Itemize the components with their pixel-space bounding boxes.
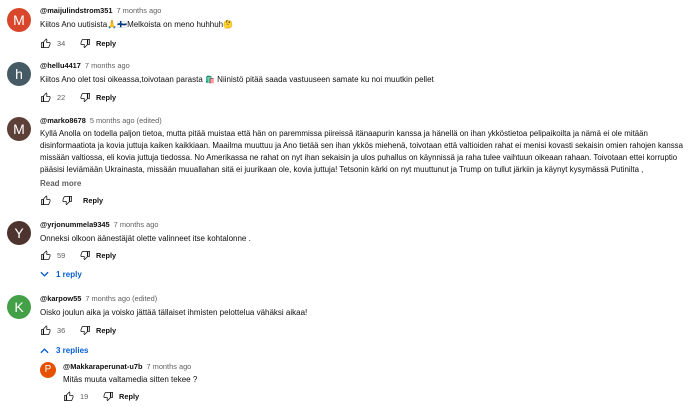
comment-author[interactable]: @yrjonummela9345 [40, 220, 110, 229]
thumb-down-icon[interactable] [80, 250, 91, 261]
reply-button[interactable]: Reply [96, 251, 117, 260]
comment-time[interactable]: 7 months ago [84, 61, 130, 70]
comment-author[interactable]: @hellu4417 [40, 61, 81, 70]
avatar[interactable]: h [7, 62, 31, 86]
reply-button[interactable]: Reply [96, 39, 117, 48]
chevron-up-icon [40, 347, 49, 354]
thumb-up-icon[interactable] [40, 38, 51, 49]
thumb-up-icon[interactable] [40, 250, 51, 261]
comment-actions [40, 249, 160, 263]
comment-time[interactable]: 7 months ago [113, 220, 159, 229]
thumb-up-icon[interactable] [40, 92, 51, 103]
chevron-down-icon [40, 271, 49, 278]
reply-button[interactable]: Reply [119, 392, 140, 401]
comment-actions [40, 91, 160, 105]
thumb-down-icon[interactable] [80, 325, 91, 336]
avatar[interactable]: P [40, 362, 56, 378]
reply-button[interactable]: Reply [96, 93, 117, 102]
thumb-down-icon[interactable] [80, 38, 91, 49]
comment-actions [40, 194, 160, 208]
comment-text: Oisko joulun aika ja voisko jättää tällaiset ihmisten pelottelua vähäksi aikaa! [40, 308, 308, 317]
comment-text: Mitäs muuta valtamedia sitten tekee ? [63, 375, 198, 384]
comment-text: Kyllä Anolla on todella paljon tietoa, mutta pitää muistaa että hän on paremmissa piireissä itänaapurin kanssa ja hänellä on ihan ykköstietoa pelipaikoilta ja nämä ei ole mitään disinformaatiota ja kovia juttuja kaiken kaikkiaan. Maailma muuttuu ja Ano tietää sen ihan ykkös miehenä, toivotaan että valtioiden rahat ei menisi kovasti sekaisin omien rahojen kanssa missään valtiossa, eli kovia juttuja tiedossa. No Amerikassa ne rahat on nyt ihan sekaisin ja ulos puhallus on käynnissä ja raha tulee vaihtuun oikeaan rahaan. Toivotaan ettei korruptio pääsisi leviämään Ukrainasta, missään muuallahan sitä ei juurikaan ole, kovia juttuja! Tetsonin kärki on nyt muuttunut ja Trump on tullut järkiin ja käynyt kysymässä Putinilta , [40, 129, 684, 175]
comment-text: Onneksi olkoon äänestäjät olette valinneet itse kohtalonne . [40, 234, 251, 243]
reply-button[interactable]: Reply [96, 326, 117, 335]
comment-text: Kiitos Ano uutisista🙏🇫🇮Melkoista on meno huhhuh🤔 [40, 20, 234, 29]
comment-time[interactable]: 7 months ago [146, 362, 192, 371]
read-more-link[interactable]: Read more [40, 179, 82, 188]
comment-author[interactable]: @maijulindstrom351 [40, 6, 113, 15]
thumb-up-icon[interactable] [40, 195, 51, 206]
thumb-down-icon[interactable] [80, 92, 91, 103]
comment-time[interactable]: 5 months ago (edited) [89, 116, 162, 125]
replies-toggle-label: 1 reply [56, 270, 82, 279]
thumb-down-icon[interactable] [62, 195, 73, 206]
comment-time[interactable]: 7 months ago (edited) [85, 294, 158, 303]
avatar[interactable]: K [7, 295, 31, 319]
comment-text: Kiitos Ano olet tosi oikeassa,toivotaan parasta 🛍️ Niinistö pitää saada vastuuseen samate ku noi muutkin pellet [40, 75, 434, 84]
comment-actions [63, 390, 183, 404]
like-count: 22 [57, 93, 66, 102]
thumb-up-icon[interactable] [63, 391, 74, 402]
avatar[interactable]: M [7, 117, 31, 141]
like-count: 59 [57, 251, 66, 260]
thumb-down-icon[interactable] [103, 391, 114, 402]
replies-toggle[interactable] [40, 269, 120, 281]
comment-time[interactable]: 7 months ago [116, 6, 162, 15]
reply-button[interactable]: Reply [83, 196, 104, 205]
avatar[interactable]: Y [7, 221, 31, 245]
replies-toggle[interactable] [40, 345, 120, 357]
comment-actions [40, 324, 160, 338]
comment-actions [40, 37, 160, 51]
replies-toggle-label: 3 replies [56, 346, 89, 355]
comment-author[interactable]: @marko8678 [40, 116, 86, 125]
thumb-up-icon[interactable] [40, 325, 51, 336]
like-count: 19 [80, 392, 89, 401]
like-count: 34 [57, 39, 66, 48]
like-count: 36 [57, 326, 66, 335]
avatar[interactable]: M [7, 8, 31, 32]
comment-author[interactable]: @Makkaraperunat-u7b [63, 362, 143, 371]
comment-author[interactable]: @karpow55 [40, 294, 82, 303]
